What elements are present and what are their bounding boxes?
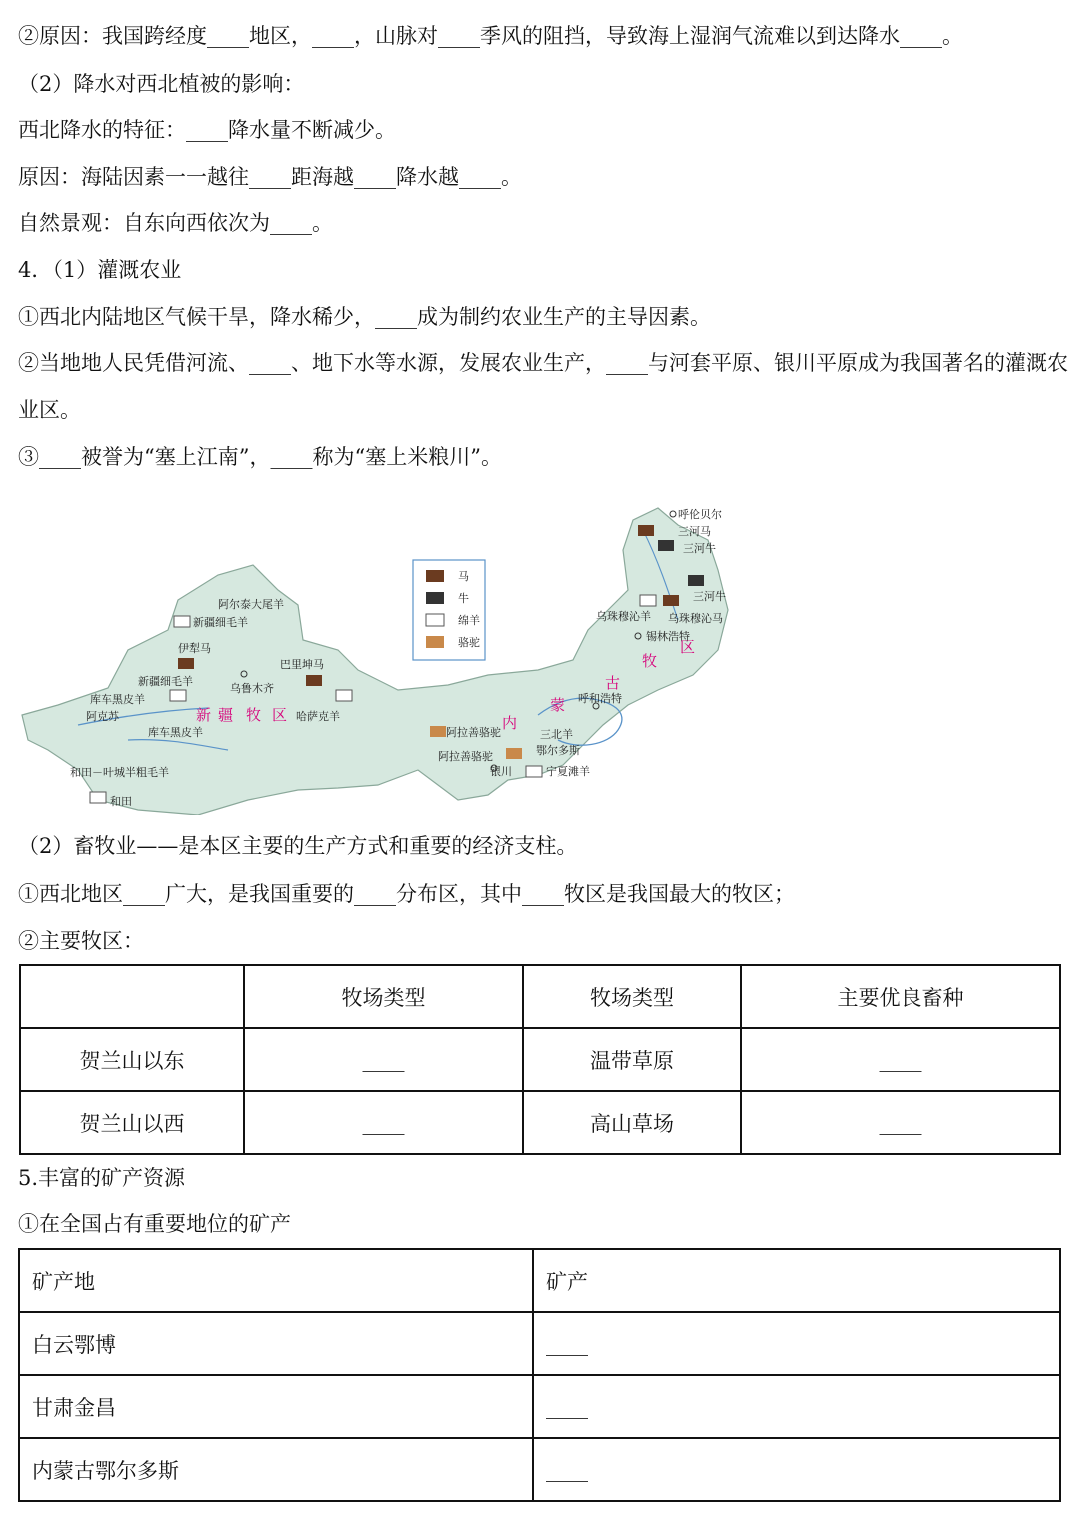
cattle-icon — [658, 540, 674, 551]
sheep-icon — [174, 616, 190, 627]
map-label: 乌珠穆沁马 — [668, 612, 723, 625]
map-label: 库车黑皮羊 — [90, 693, 145, 706]
map-label: 宁夏滩羊 — [546, 765, 590, 778]
horse-icon — [306, 675, 322, 686]
table-cell: 高山草场 — [523, 1091, 741, 1154]
table-header-cell: 牧场类型 — [523, 965, 741, 1028]
map-label: 阿尔泰大尾羊 — [218, 598, 284, 611]
table-cell: 甘肃金昌 — [19, 1375, 533, 1438]
cattle-icon — [688, 575, 704, 586]
map-label: 乌珠穆沁羊 — [596, 610, 651, 623]
map-label: 伊犁马 — [178, 642, 211, 655]
table-cell: 内蒙古鄂尔多斯 — [19, 1438, 533, 1501]
table-header-cell: 矿产 — [533, 1249, 1060, 1312]
camel-icon — [426, 636, 444, 648]
map-label: 乌鲁木齐 — [230, 682, 274, 695]
sheep-icon — [640, 595, 656, 606]
pastoral-region-map — [18, 500, 748, 815]
map-label: 新疆细毛羊 — [193, 616, 248, 629]
section-5-subtitle: ①在全国占有重要地位的矿产 — [18, 1212, 291, 1236]
text-line-cause: ②原因：我国跨经度____地区，____，山脉对____季风的阻挡，导致海上湿润气流难以到达降水____。 — [18, 24, 963, 48]
text-line-irrigation-2-cont: 业区。 — [18, 398, 81, 422]
horse-icon — [638, 525, 654, 536]
horse-icon — [663, 595, 679, 606]
mineral-table — [18, 1248, 1061, 1502]
sheep-icon — [426, 614, 444, 626]
table-header-cell: 主要优良畜种 — [741, 965, 1060, 1028]
region-char: 牧 — [642, 652, 658, 670]
table-cell: ____ — [741, 1028, 1060, 1091]
text-line-precip-feature: 西北降水的特征：____降水量不断减少。 — [18, 118, 396, 142]
region-char: 内 — [502, 714, 518, 732]
sheep-icon — [336, 690, 352, 701]
section-5-title: 5.丰富的矿产资源 — [18, 1166, 186, 1190]
table-cell: 温带草原 — [523, 1028, 741, 1091]
camel-icon — [506, 748, 522, 759]
table-row — [20, 1091, 1060, 1154]
table-cell: 贺兰山以西 — [20, 1091, 244, 1154]
text-line-irrigation-heading: 4．（1）灌溉农业 — [18, 258, 182, 282]
map-label: 巴里坤马 — [280, 658, 324, 671]
map-label: 和田 — [110, 795, 132, 808]
region-char: 蒙 — [550, 696, 566, 714]
region-char: 牧 — [246, 706, 262, 724]
table-header-cell: 牧场类型 — [244, 965, 523, 1028]
table-cell: ____ — [533, 1375, 1060, 1438]
map-label: 新疆细毛羊 — [138, 675, 193, 688]
table-row — [20, 1028, 1060, 1091]
camel-icon — [430, 726, 446, 737]
text-line-precip-cause: 原因：海陆因素一一越往____距海越____降水越____。 — [18, 165, 522, 189]
map-label: 库车黑皮羊 — [148, 726, 203, 739]
table-row — [19, 1375, 1060, 1438]
map-label: 三河牛 — [683, 542, 716, 555]
table-header-cell — [20, 965, 244, 1028]
horse-icon — [178, 658, 194, 669]
region-char: 区 — [272, 706, 288, 724]
region-char: 新 — [196, 706, 212, 724]
legend-cattle: 牛 — [458, 592, 469, 605]
text-line-precip-heading: （2）降水对西北植被的影响： — [18, 72, 305, 96]
map-label: 阿拉善骆驼 — [446, 726, 501, 739]
table-cell: 贺兰山以东 — [20, 1028, 244, 1091]
map-label: 三河牛 — [693, 590, 726, 603]
map-label: 锡林浩特 — [646, 630, 690, 643]
table-row — [19, 1312, 1060, 1375]
legend-horse: 马 — [458, 570, 469, 583]
table-cell: ____ — [244, 1091, 523, 1154]
text-line-husbandry-heading: （2）畜牧业——是本区主要的生产方式和重要的经济支柱。 — [18, 834, 578, 858]
region-char: 古 — [605, 674, 621, 692]
text-line-irrigation-1: ①西北内陆地区气候干旱，降水稀少，____成为制约农业生产的主导因素。 — [18, 305, 711, 329]
region-char: 区 — [680, 638, 696, 656]
text-line-husbandry-1: ①西北地区____广大，是我国重要的____分布区，其中____牧区是我国最大的牧区； — [18, 882, 795, 906]
text-line-husbandry-2: ②主要牧区： — [18, 929, 144, 953]
table-cell: ____ — [244, 1028, 523, 1091]
map-label: 呼伦贝尔 — [678, 508, 722, 521]
region-char: 疆 — [218, 706, 234, 724]
sheep-icon — [90, 792, 106, 803]
map-label: 呼和浩特 — [578, 692, 622, 705]
text-line-irrigation-2: ②当地地人民凭借河流、____、地下水等水源，发展农业生产，____与河套平原、银川平原成为我国著名的灌溉农 — [18, 351, 1068, 375]
table-cell: ____ — [741, 1091, 1060, 1154]
map-label: 银川 — [490, 765, 512, 778]
cattle-icon — [426, 592, 444, 604]
legend-sheep: 绵羊 — [458, 614, 480, 627]
city-marker — [670, 511, 676, 517]
map-label: 阿克苏 — [86, 710, 119, 723]
sheep-icon — [526, 766, 542, 777]
map-label: 阿拉善骆驼 — [438, 750, 493, 763]
text-line-irrigation-3: ③____被誉为“塞上江南”，____称为“塞上米粮川”。 — [18, 445, 502, 469]
pasture-table — [19, 964, 1061, 1155]
sheep-icon — [170, 690, 186, 701]
text-line-landscape: 自然景观：自东向西依次为____。 — [18, 211, 333, 235]
legend-camel: 骆驼 — [458, 636, 480, 649]
table-cell: ____ — [533, 1438, 1060, 1501]
map-label: 哈萨克羊 — [296, 710, 340, 723]
map-label: 鄂尔多斯 — [536, 744, 580, 757]
horse-icon — [426, 570, 444, 582]
table-cell: 白云鄂博 — [19, 1312, 533, 1375]
map-label: 和田－叶城半粗毛羊 — [70, 766, 169, 779]
table-cell: ____ — [533, 1312, 1060, 1375]
table-header-cell: 矿产地 — [19, 1249, 533, 1312]
map-label: 三北羊 — [540, 728, 573, 741]
table-row — [19, 1438, 1060, 1501]
map-label: 三河马 — [678, 525, 711, 538]
